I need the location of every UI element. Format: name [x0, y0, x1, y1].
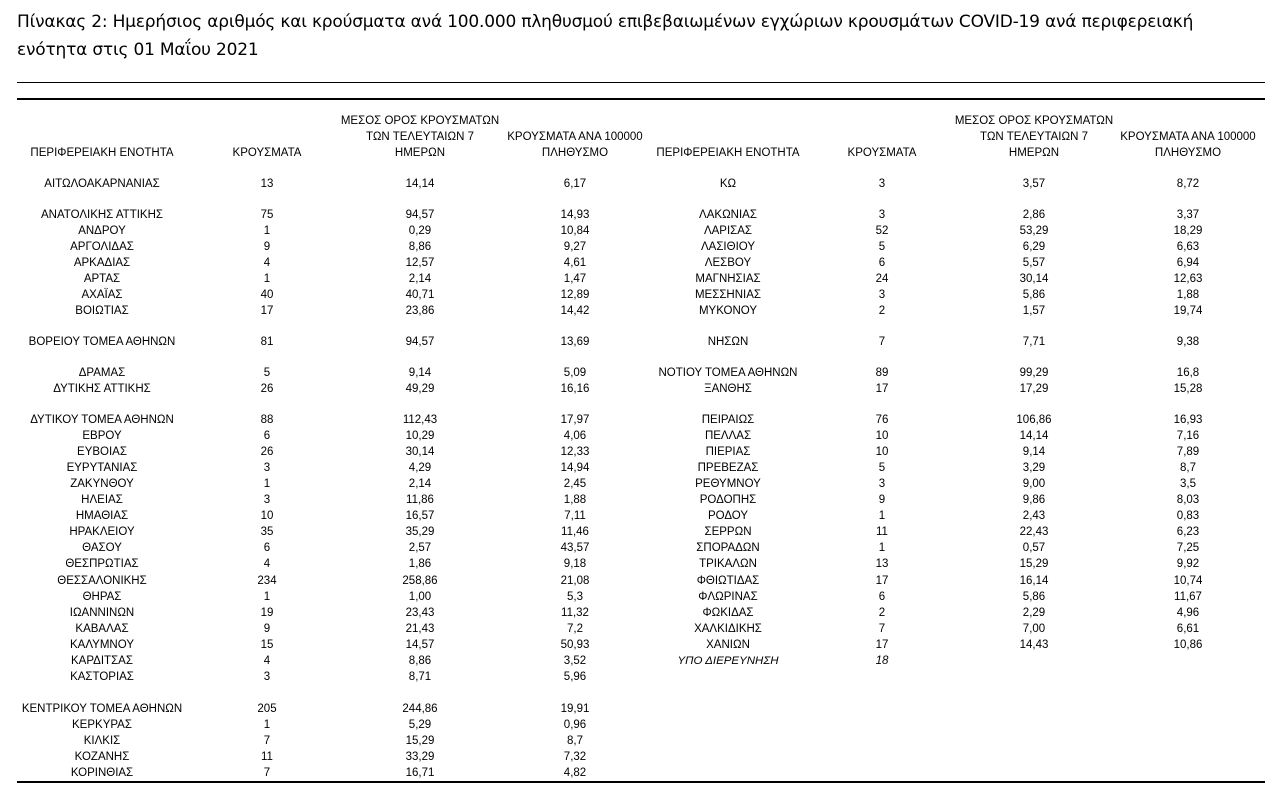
cell-avg: 4,29: [408, 462, 432, 474]
cell-avg: 2,43: [1022, 510, 1046, 522]
cell-cases: 2: [878, 305, 886, 317]
table-title: Πίνακας 2: Ημερήσιος αριθμός και κρούσματα ανά 100.000 πληθυσμού επιβεβαιωμένων εγχώριων κρουσμάτων COVID-19 ανά περιφερειακή ενότητα στις 01 Μαΐου 2021: [17, 12, 1194, 60]
cell-region: ΛΑΡΙΣΑΣ: [703, 225, 753, 237]
cell-cases: 9: [263, 623, 271, 635]
cell-cases: 5: [263, 367, 271, 379]
cell-avg: 94,57: [405, 209, 435, 221]
cell-cases: 4: [263, 257, 271, 269]
cell-per100k: 16,16: [560, 383, 590, 395]
cell-per100k: 5,09: [563, 367, 587, 379]
cell-region: ΡΟΔΟΠΗΣ: [699, 494, 757, 506]
cell-region: ΘΕΣΠΡΩΤΙΑΣ: [65, 558, 139, 570]
header-avg-line3: ΗΜΕΡΩΝ: [1008, 147, 1060, 159]
cell-cases: 24: [875, 273, 889, 285]
header-cases: ΚΡΟΥΣΜΑΤΑ: [232, 147, 302, 159]
cell-avg: 7,00: [1022, 623, 1046, 635]
cell-cases: 3: [878, 289, 886, 301]
cell-cases: 26: [260, 383, 274, 395]
cell-region: ΑΡΚΑΔΙΑΣ: [73, 257, 131, 269]
cell-region: ΗΡΑΚΛΕΙΟΥ: [69, 526, 135, 538]
cell-region: ΞΑΝΘΗΣ: [704, 383, 752, 395]
cell-region: ΦΛΩΡΙΝΑΣ: [698, 591, 758, 603]
cell-per100k: 6,17: [563, 178, 587, 190]
cell-avg: 22,43: [1019, 526, 1049, 538]
cell-avg: 1,00: [408, 591, 432, 603]
header-avg-line1: ΜΕΣΟΣ ΟΡΟΣ ΚΡΟΥΣΜΑΤΩΝ: [954, 115, 1114, 127]
cell-cases: 6: [263, 542, 271, 554]
cell-avg: 5,29: [408, 719, 432, 731]
cell-region: ΛΑΚΩΝΙΑΣ: [699, 209, 757, 221]
header-avg-line2: ΤΩΝ ΤΕΛΕΥΤΑΙΩΝ 7: [980, 131, 1088, 143]
cell-region: ΚΕΡΚΥΡΑΣ: [72, 719, 132, 731]
cell-region: ΚΩ: [719, 178, 737, 190]
cell-region: ΚΑΛΥΜΝΟΥ: [70, 639, 134, 651]
cell-cases: 9: [263, 241, 271, 253]
cell-per100k: 1,47: [563, 273, 587, 285]
cell-per100k: 11,46: [561, 526, 589, 538]
cell-per100k: 18,29: [1173, 225, 1203, 237]
cell-per100k: 10,74: [1173, 575, 1203, 587]
cell-cases: 11: [261, 751, 273, 763]
cell-region: ΒΟΙΩΤΙΑΣ: [75, 305, 129, 317]
cell-avg: 94,57: [405, 336, 435, 348]
cell-per100k: 14,93: [560, 209, 590, 221]
header-cases: ΚΡΟΥΣΜΑΤΑ: [847, 147, 917, 159]
cell-per100k: 14,42: [560, 305, 590, 317]
cell-cases: 1: [878, 510, 886, 522]
cell-per100k: 7,11: [564, 510, 586, 522]
header-per100k-line2: ΠΛΗΘΥΣΜΟ: [1154, 147, 1222, 159]
cell-region: ΘΕΣΣΑΛΟΝΙΚΗΣ: [57, 575, 147, 587]
cell-avg: 14,43: [1019, 639, 1049, 651]
cell-per100k: 9,18: [563, 558, 587, 570]
cell-region: ΚΑΣΤΟΡΙΑΣ: [70, 671, 134, 683]
cell-cases: 3: [263, 494, 271, 506]
cell-avg: 30,14: [405, 446, 435, 458]
cell-cases: 6: [263, 430, 271, 442]
cell-cases: 19: [260, 607, 274, 619]
cell-per100k: 0,83: [1176, 510, 1200, 522]
cell-avg: 21,43: [405, 623, 435, 635]
cell-avg: 1,57: [1022, 305, 1046, 317]
cell-avg: 14,14: [1019, 430, 1049, 442]
cell-avg: 12,57: [405, 257, 435, 269]
cell-cases: 76: [875, 414, 889, 426]
cell-per100k: 8,7: [1180, 462, 1196, 474]
cell-avg: 16,57: [405, 510, 435, 522]
cell-avg: 112,43: [402, 414, 438, 426]
cell-region: ΚΙΛΚΙΣ: [83, 735, 121, 747]
cell-avg: 5,86: [1022, 591, 1046, 603]
cell-region: ΥΠΟ ΔΙΕΡΕΥΝΗΣΗ: [677, 655, 779, 667]
cell-region: ΚΟΖΑΝΗΣ: [74, 751, 130, 763]
cell-region: ΑΙΤΩΛΟΑΚΑΡΝΑΝΙΑΣ: [44, 178, 160, 190]
cell-region: ΑΝΔΡΟΥ: [78, 225, 126, 237]
cell-region: ΝΗΣΩΝ: [707, 336, 749, 348]
cell-per100k: 7,89: [1176, 446, 1200, 458]
cell-avg: 244,86: [402, 703, 438, 715]
cell-cases: 10: [260, 510, 274, 522]
cell-region: ΣΠΟΡΑΔΩΝ: [696, 542, 760, 554]
cell-cases: 7: [878, 623, 886, 635]
cell-region: ΘΑΣΟΥ: [82, 542, 122, 554]
cell-per100k: 5,96: [563, 671, 587, 683]
cell-per100k: 5,3: [567, 591, 583, 603]
cell-per100k: 13,69: [560, 336, 590, 348]
cell-cases: 205: [257, 703, 277, 715]
cell-region: ΙΩΑΝΝΙΝΩΝ: [69, 607, 135, 619]
cell-per100k: 7,2: [567, 623, 583, 635]
cell-cases: 1: [263, 591, 271, 603]
cell-per100k: 9,27: [563, 241, 587, 253]
cell-cases: 17: [875, 383, 889, 395]
cell-avg: 8,86: [408, 655, 432, 667]
cell-per100k: 7,25: [1176, 542, 1200, 554]
cell-cases: 13: [260, 178, 274, 190]
cell-region: ΠΡΕΒΕΖΑΣ: [697, 462, 759, 474]
cell-cases: 7: [263, 735, 271, 747]
cell-per100k: 1,88: [563, 494, 587, 506]
cell-region: ΑΝΑΤΟΛΙΚΗΣ ΑΤΤΙΚΗΣ: [40, 209, 163, 221]
cell-region: ΠΙΕΡΙΑΣ: [705, 446, 751, 458]
cell-region: ΗΛΕΙΑΣ: [81, 494, 123, 506]
cell-per100k: 9,92: [1176, 558, 1200, 570]
cell-per100k: 9,38: [1176, 336, 1200, 348]
cell-avg: 2,14: [408, 273, 432, 285]
cell-avg: 2,29: [1022, 607, 1046, 619]
cell-region: ΕΥΡΥΤΑΝΙΑΣ: [66, 462, 138, 474]
cell-avg: 3,29: [1022, 462, 1046, 474]
cell-avg: 16,71: [405, 767, 435, 779]
cell-region: ΑΡΤΑΣ: [83, 273, 121, 285]
header-region: ΠΕΡΙΦΕΡΕΙΑΚΗ ΕΝΟΤΗΤΑ: [30, 147, 174, 159]
cell-avg: 16,14: [1019, 575, 1049, 587]
cell-avg: 23,86: [405, 305, 435, 317]
cell-avg: 106,86: [1016, 414, 1052, 426]
cell-cases: 1: [263, 273, 271, 285]
cell-avg: 9,00: [1022, 478, 1046, 490]
cell-per100k: 2,45: [563, 478, 587, 490]
cell-region: ΛΕΣΒΟΥ: [704, 257, 752, 269]
cell-per100k: 6,94: [1176, 257, 1200, 269]
cell-avg: 0,57: [1022, 542, 1046, 554]
cell-region: ΔΡΑΜΑΣ: [78, 367, 126, 379]
cell-per100k: 12,89: [560, 289, 590, 301]
cell-per100k: 15,28: [1173, 383, 1203, 395]
cell-cases: 1: [263, 478, 271, 490]
cell-avg: 8,71: [408, 671, 432, 683]
cell-per100k: 10,84: [560, 225, 590, 237]
header-per100k-line1: ΚΡΟΥΣΜΑΤΑ ΑΝΑ 100000: [507, 131, 643, 143]
cell-avg: 5,86: [1022, 289, 1046, 301]
cell-avg: 23,43: [405, 607, 435, 619]
cell-cases: 17: [875, 575, 889, 587]
cell-cases: 6: [878, 591, 886, 603]
cell-per100k: 4,96: [1176, 607, 1200, 619]
cell-per100k: 7,32: [563, 751, 587, 763]
cell-cases: 3: [263, 671, 271, 683]
cell-cases: 3: [878, 478, 886, 490]
cell-cases: 9: [878, 494, 886, 506]
cell-region: ΔΥΤΙΚΗΣ ΑΤΤΙΚΗΣ: [53, 383, 151, 395]
cell-cases: 1: [263, 225, 271, 237]
cell-per100k: 4,61: [563, 257, 587, 269]
cell-region: ΖΑΚΥΝΘΟΥ: [70, 478, 134, 490]
cell-cases: 5: [878, 462, 886, 474]
cell-per100k: 16,8: [1176, 367, 1200, 379]
cell-cases: 7: [263, 767, 271, 779]
cell-region: ΤΡΙΚΑΛΩΝ: [699, 558, 757, 570]
cell-region: ΚΑΒΑΛΑΣ: [75, 623, 129, 635]
cell-region: ΦΘΙΩΤΙΔΑΣ: [696, 575, 760, 587]
header-avg-line1: ΜΕΣΟΣ ΟΡΟΣ ΚΡΟΥΣΜΑΤΩΝ: [340, 115, 500, 127]
cell-cases: 5: [878, 241, 886, 253]
cell-region: ΕΒΡΟΥ: [82, 430, 122, 442]
cell-per100k: 7,16: [1176, 430, 1200, 442]
cell-region: ΧΑΛΚΙΔΙΚΗΣ: [694, 623, 762, 635]
cell-per100k: 3,37: [1176, 209, 1200, 221]
cell-cases: 18: [875, 655, 889, 667]
cell-region: ΚΕΝΤΡΙΚΟΥ ΤΟΜΕΑ ΑΘΗΝΩΝ: [21, 703, 183, 715]
cell-region: ΝΟΤΙΟΥ ΤΟΜΕΑ ΑΘΗΝΩΝ: [658, 367, 798, 379]
cell-cases: 52: [875, 225, 889, 237]
cell-avg: 17,29: [1019, 383, 1049, 395]
header-avg-line2: ΤΩΝ ΤΕΛΕΥΤΑΙΩΝ 7: [366, 131, 474, 143]
cell-avg: 15,29: [1019, 558, 1049, 570]
cell-cases: 3: [878, 209, 886, 221]
cell-cases: 7: [878, 336, 886, 348]
cell-cases: 1: [263, 719, 271, 731]
cell-avg: 99,29: [1019, 367, 1049, 379]
cell-per100k: 10,86: [1173, 639, 1203, 651]
cell-region: ΣΕΡΡΩΝ: [704, 526, 752, 538]
cell-region: ΔΥΤΙΚΟΥ ΤΟΜΕΑ ΑΘΗΝΩΝ: [30, 414, 174, 426]
cell-region: ΑΡΓΟΛΙΔΑΣ: [70, 241, 134, 253]
cell-cases: 3: [263, 462, 271, 474]
cell-per100k: 21,08: [560, 575, 590, 587]
cell-per100k: 4,06: [563, 430, 587, 442]
cell-avg: 9,14: [408, 367, 432, 379]
cell-per100k: 8,7: [567, 735, 583, 747]
cell-region: ΚΟΡΙΝΘΙΑΣ: [70, 767, 134, 779]
cell-avg: 40,71: [405, 289, 435, 301]
header-avg-line3: ΗΜΕΡΩΝ: [394, 147, 446, 159]
cell-cases: 89: [875, 367, 889, 379]
cell-avg: 5,57: [1022, 257, 1046, 269]
cell-region: ΠΕΛΛΑΣ: [704, 430, 752, 442]
header-per100k-line1: ΚΡΟΥΣΜΑΤΑ ΑΝΑ 100000: [1120, 131, 1256, 143]
cell-region: ΗΜΑΘΙΑΣ: [75, 510, 129, 522]
cell-avg: 11,86: [406, 494, 434, 506]
bottom-rule: [17, 781, 1265, 783]
cell-avg: 33,29: [405, 751, 435, 763]
cell-cases: 10: [875, 446, 889, 458]
cell-cases: 17: [875, 639, 889, 651]
cell-region: ΡΟΔΟΥ: [707, 510, 749, 522]
cell-per100k: 1,88: [1176, 289, 1200, 301]
cell-avg: 10,29: [405, 430, 435, 442]
cell-cases: 15: [260, 639, 274, 651]
cell-per100k: 19,91: [560, 703, 590, 715]
cell-cases: 26: [260, 446, 274, 458]
cell-cases: 4: [263, 558, 271, 570]
cell-avg: 9,86: [1022, 494, 1046, 506]
cell-region: ΦΩΚΙΔΑΣ: [702, 607, 754, 619]
cell-avg: 6,29: [1022, 241, 1046, 253]
cell-per100k: 8,72: [1176, 178, 1200, 190]
cell-cases: 13: [875, 558, 889, 570]
cell-region: ΕΥΒΟΙΑΣ: [77, 446, 127, 458]
cell-cases: 40: [260, 289, 274, 301]
cell-avg: 2,57: [408, 542, 432, 554]
cell-cases: 17: [260, 305, 274, 317]
cell-avg: 14,14: [405, 178, 435, 190]
cell-avg: 7,71: [1022, 336, 1046, 348]
cell-cases: 10: [875, 430, 889, 442]
top-rule: [17, 82, 1265, 83]
header-per100k-line2: ΠΛΗΘΥΣΜΟ: [541, 147, 609, 159]
cell-avg: 2,14: [408, 478, 432, 490]
header-region: ΠΕΡΙΦΕΡΕΙΑΚΗ ΕΝΟΤΗΤΑ: [656, 147, 800, 159]
cell-per100k: 14,94: [560, 462, 590, 474]
cell-region: ΛΑΣΙΘΙΟΥ: [700, 241, 756, 253]
cell-region: ΡΕΘΥΜΝΟΥ: [695, 478, 761, 490]
cell-region: ΧΑΝΙΩΝ: [706, 639, 750, 651]
cell-region: ΜΑΓΝΗΣΙΑΣ: [695, 273, 761, 285]
cell-per100k: 50,93: [560, 639, 590, 651]
cell-region: ΚΑΡΔΙΤΣΑΣ: [71, 655, 133, 667]
cell-avg: 2,86: [1022, 209, 1046, 221]
cell-per100k: 6,61: [1176, 623, 1200, 635]
cell-per100k: 11,32: [561, 607, 589, 619]
cell-avg: 1,86: [408, 558, 432, 570]
cell-cases: 234: [257, 575, 277, 587]
cell-region: ΘΗΡΑΣ: [82, 591, 122, 603]
cell-per100k: 0,96: [563, 719, 587, 731]
cell-cases: 2: [878, 607, 886, 619]
cell-avg: 14,57: [405, 639, 435, 651]
cell-cases: 81: [260, 336, 274, 348]
cell-avg: 258,86: [402, 575, 438, 587]
cell-region: ΜΕΣΣΗΝΙΑΣ: [694, 289, 762, 301]
cell-cases: 1: [878, 542, 886, 554]
cell-per100k: 12,63: [1173, 273, 1203, 285]
header-rule: [17, 98, 1265, 100]
cell-region: ΑΧΑΪΑΣ: [81, 289, 123, 301]
cell-per100k: 4,82: [563, 767, 587, 779]
cell-per100k: 11,67: [1174, 591, 1202, 603]
cell-avg: 49,29: [405, 383, 435, 395]
cell-per100k: 3,5: [1180, 478, 1196, 490]
cell-per100k: 6,63: [1176, 241, 1200, 253]
cell-avg: 35,29: [405, 526, 435, 538]
cell-per100k: 8,03: [1176, 494, 1200, 506]
cell-per100k: 6,23: [1176, 526, 1200, 538]
cell-cases: 35: [260, 526, 274, 538]
cell-cases: 3: [878, 178, 886, 190]
cell-per100k: 17,97: [560, 414, 590, 426]
cell-avg: 53,29: [1019, 225, 1049, 237]
cell-cases: 4: [263, 655, 271, 667]
cell-avg: 8,86: [408, 241, 432, 253]
cell-avg: 0,29: [408, 225, 432, 237]
cell-cases: 88: [260, 414, 274, 426]
cell-avg: 9,14: [1022, 446, 1046, 458]
cell-cases: 11: [876, 526, 888, 538]
cell-per100k: 19,74: [1173, 305, 1203, 317]
cell-per100k: 12,33: [560, 446, 590, 458]
cell-per100k: 43,57: [560, 542, 590, 554]
cell-region: ΒΟΡΕΙΟΥ ΤΟΜΕΑ ΑΘΗΝΩΝ: [28, 336, 176, 348]
cell-per100k: 3,52: [563, 655, 587, 667]
cell-avg: 15,29: [405, 735, 435, 747]
cell-avg: 30,14: [1019, 273, 1049, 285]
cell-cases: 6: [878, 257, 886, 269]
cell-cases: 75: [260, 209, 274, 221]
cell-region: ΠΕΙΡΑΙΩΣ: [701, 414, 755, 426]
cell-region: ΜΥΚΟΝΟΥ: [698, 305, 758, 317]
cell-avg: 3,57: [1022, 178, 1046, 190]
cell-per100k: 16,93: [1173, 414, 1203, 426]
